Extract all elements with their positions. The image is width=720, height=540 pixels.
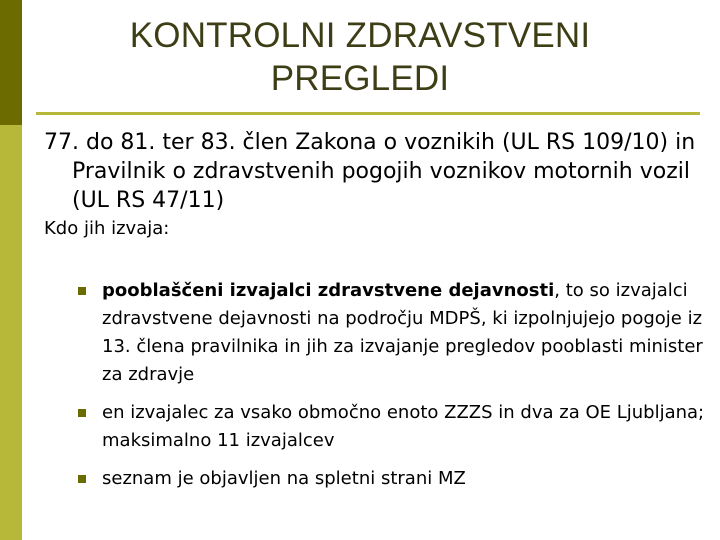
list-item: [78, 465, 708, 493]
sidebar-dark-band: [0, 0, 22, 125]
slide-title: [40, 14, 680, 100]
title-line-1: KONTROLNI ZDRAVSTVENI: [129, 16, 591, 55]
item-text: , to so izvajalci zdravstvene dejavnosti na področju MDPŠ, ki izpolnjujejo pogoje iz 13. člena pravilnika in jih za izvajanje pregledov pooblasti minister za zdravje: [102, 280, 703, 385]
sidebar-light-band: [0, 125, 22, 540]
list-item: [78, 277, 708, 389]
who-label: Kdo jih izvaja:: [44, 218, 170, 239]
square-bullet-icon: [78, 409, 86, 417]
title-divider: [36, 112, 700, 115]
square-bullet-icon: [78, 475, 86, 483]
item-bold-text: pooblaščeni izvajalci zdravstvene dejavnosti: [102, 280, 555, 301]
item-text: en izvajalec za vsako območno enoto ZZZS in dva za OE Ljubljana; maksimalno 11 izvajalcev: [102, 402, 705, 451]
square-bullet-icon: [78, 287, 86, 295]
list-item: [78, 399, 708, 455]
item-text: seznam je objavljen na spletni strani MZ: [102, 468, 466, 489]
intro-text: 77. do 81. ter 83. člen Zakona o voznikih (UL RS 109/10) in Pravilnik o zdravstvenih pogojih voznikov motornih vozil (UL RS 47/11): [44, 130, 696, 213]
title-line-2: PREGLEDI: [270, 59, 450, 98]
intro-paragraph: [44, 128, 714, 215]
provider-list: [78, 277, 708, 503]
